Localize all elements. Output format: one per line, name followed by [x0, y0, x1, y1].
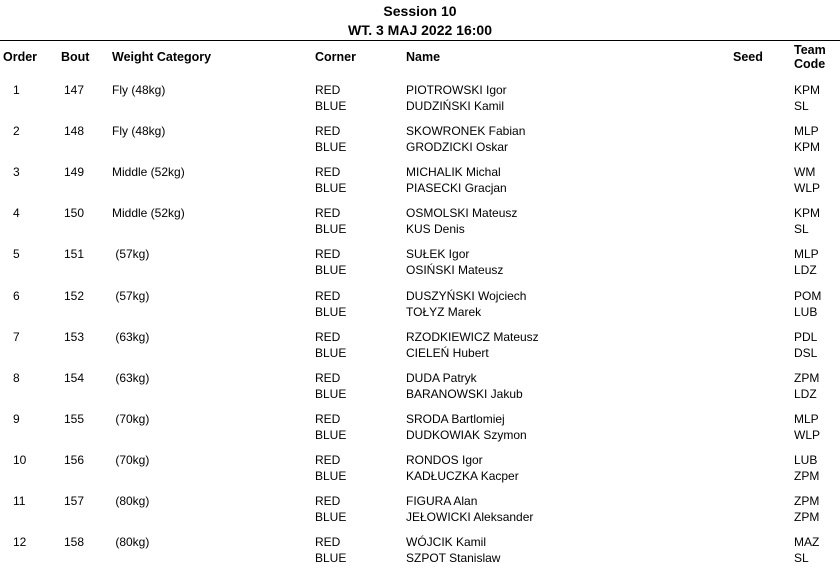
bout-order: 8: [13, 370, 20, 385]
bout-order: 1: [13, 83, 20, 97]
weight-category: Middle (52kg): [112, 165, 185, 180]
blue-team-code: SL: [794, 551, 809, 566]
red-team-code: PDL: [794, 329, 818, 344]
bout-number: 151: [64, 247, 85, 262]
bout-row: [0, 165, 840, 199]
weight-category: (70kg): [112, 452, 150, 467]
corner-red: RED: [315, 494, 341, 508]
bout-order: 7: [13, 329, 20, 344]
red-team-code: WM: [794, 165, 816, 180]
bout-number: 156: [64, 452, 85, 467]
corner-blue: BLUE: [315, 304, 347, 319]
weight-category: Fly (48kg): [112, 83, 166, 97]
red-boxer-name: DUDA Patryk: [406, 370, 477, 385]
red-boxer-name: PIOTROWSKI Igor: [406, 83, 507, 97]
blue-boxer-name: PIASECKI Gracjan: [406, 181, 507, 196]
weight-category: (63kg): [112, 370, 150, 385]
red-team-code: MLP: [794, 124, 819, 139]
weight-category: (57kg): [112, 247, 150, 262]
blue-team-code: WLP: [794, 427, 821, 442]
header-order: Order: [3, 50, 38, 64]
blue-boxer-name: SZPOT Stanislaw: [406, 551, 501, 566]
bout-order: 4: [13, 206, 20, 221]
bout-row: [0, 289, 840, 323]
weight-category: (80kg): [112, 535, 150, 550]
corner-red: RED: [315, 452, 341, 467]
blue-boxer-name: TOŁYZ Marek: [406, 304, 482, 319]
session-title: Session 10: [383, 3, 457, 19]
red-boxer-name: FIGURA Alan: [406, 494, 478, 508]
red-team-code: POM: [794, 288, 822, 303]
bout-row: [0, 83, 840, 117]
weight-category: Fly (48kg): [112, 124, 166, 139]
header-corner: Corner: [315, 50, 356, 64]
red-boxer-name: SRODA Bartlomiej: [406, 411, 505, 426]
corner-blue: BLUE: [315, 99, 347, 113]
bout-order: 5: [13, 247, 20, 262]
blue-boxer-name: KADŁUCZKA Kacper: [406, 468, 519, 483]
corner-blue: BLUE: [315, 263, 347, 278]
corner-blue: BLUE: [315, 140, 347, 155]
red-team-code: ZPM: [794, 370, 820, 385]
header-weight-category: Weight Category: [112, 50, 212, 64]
corner-blue: BLUE: [315, 386, 347, 401]
red-boxer-name: DUSZYŃSKI Wojciech: [406, 288, 527, 303]
weight-category: (57kg): [112, 288, 150, 303]
bout-order: 6: [13, 288, 20, 303]
bout-order: 3: [13, 165, 20, 180]
session-date: WT. 3 MAJ 2022 16:00: [348, 22, 492, 38]
red-team-code: ZPM: [794, 494, 820, 508]
corner-blue: BLUE: [315, 427, 347, 442]
bout-order: 11: [13, 494, 26, 508]
red-team-code: MLP: [794, 411, 819, 426]
bout-number: 153: [64, 329, 85, 344]
bout-row: [0, 453, 840, 487]
bout-row: [0, 124, 840, 158]
corner-blue: BLUE: [315, 345, 347, 360]
bout-number: 148: [64, 124, 85, 139]
blue-boxer-name: KUS Denis: [406, 222, 465, 237]
header-bout: Bout: [61, 50, 90, 64]
bout-number: 150: [64, 206, 85, 221]
corner-red: RED: [315, 288, 341, 303]
blue-team-code: ZPM: [794, 510, 820, 524]
corner-red: RED: [315, 535, 341, 550]
red-boxer-name: RZODKIEWICZ Mateusz: [406, 329, 539, 344]
bout-row: [0, 371, 840, 405]
corner-red: RED: [315, 247, 341, 262]
corner-red: RED: [315, 329, 341, 344]
bout-number: 158: [64, 535, 85, 550]
bout-row: [0, 247, 840, 281]
corner-red: RED: [315, 83, 341, 97]
blue-team-code: LDZ: [794, 263, 817, 278]
bout-order: 9: [13, 411, 20, 426]
blue-team-code: SL: [794, 222, 809, 237]
blue-team-code: SL: [794, 99, 809, 113]
weight-category: Middle (52kg): [112, 206, 185, 221]
corner-blue: BLUE: [315, 181, 347, 196]
bout-number: 155: [64, 411, 85, 426]
weight-category: (70kg): [112, 411, 150, 426]
blue-team-code: LDZ: [794, 386, 817, 401]
blue-boxer-name: CIELEŃ Hubert: [406, 345, 489, 360]
bout-row: [0, 330, 840, 364]
bout-order: 12: [13, 535, 27, 550]
red-team-code: LUB: [794, 452, 818, 467]
blue-team-code: DSL: [794, 345, 818, 360]
bout-row: [0, 535, 840, 569]
bout-number: 154: [64, 370, 85, 385]
red-team-code: MAZ: [794, 535, 820, 550]
bout-number: 157: [64, 494, 85, 508]
corner-blue: BLUE: [315, 468, 347, 483]
corner-red: RED: [315, 411, 341, 426]
bout-order: 2: [13, 124, 20, 139]
blue-boxer-name: GRODZICKI Oskar: [406, 140, 509, 155]
red-boxer-name: WÓJCIK Kamil: [406, 535, 487, 550]
corner-red: RED: [315, 206, 341, 221]
bout-row: [0, 206, 840, 240]
bout-number: 147: [64, 83, 85, 97]
bout-order: 10: [13, 452, 27, 467]
red-boxer-name: SKOWRONEK Fabian: [406, 124, 526, 139]
header-team-code-line1: Team: [794, 43, 826, 57]
bout-number: 152: [64, 288, 85, 303]
red-boxer-name: MICHALIK Michal: [406, 165, 501, 180]
bout-row: [0, 494, 840, 528]
red-team-code: MLP: [794, 247, 819, 262]
corner-red: RED: [315, 124, 341, 139]
header-divider: [0, 40, 840, 41]
corner-blue: BLUE: [315, 551, 347, 566]
red-team-code: KPM: [794, 206, 821, 221]
blue-boxer-name: DUDZIŃSKI Kamil: [406, 99, 505, 113]
header-name: Name: [406, 50, 441, 64]
blue-team-code: WLP: [794, 181, 821, 196]
weight-category: (80kg): [112, 494, 150, 508]
blue-boxer-name: DUDKOWIAK Szymon: [406, 427, 527, 442]
red-boxer-name: OSMOLSKI Mateusz: [406, 206, 518, 221]
bout-row: [0, 412, 840, 446]
header-seed: Seed: [733, 50, 763, 64]
corner-red: RED: [315, 165, 341, 180]
blue-team-code: KPM: [794, 140, 821, 155]
blue-boxer-name: JEŁOWICKI Aleksander: [406, 510, 534, 524]
blue-team-code: LUB: [794, 304, 818, 319]
blue-team-code: ZPM: [794, 468, 820, 483]
corner-blue: BLUE: [315, 222, 347, 237]
blue-boxer-name: BARANOWSKI Jakub: [406, 386, 523, 401]
corner-red: RED: [315, 370, 341, 385]
red-team-code: KPM: [794, 83, 821, 97]
corner-blue: BLUE: [315, 510, 347, 524]
red-boxer-name: RONDOS Igor: [406, 452, 483, 467]
header-team-code-line2: Code: [794, 57, 826, 71]
weight-category: (63kg): [112, 329, 150, 344]
blue-boxer-name: OSIŃSKI Mateusz: [406, 263, 504, 278]
bout-number: 149: [64, 165, 85, 180]
red-boxer-name: SUŁEK Igor: [406, 247, 470, 262]
